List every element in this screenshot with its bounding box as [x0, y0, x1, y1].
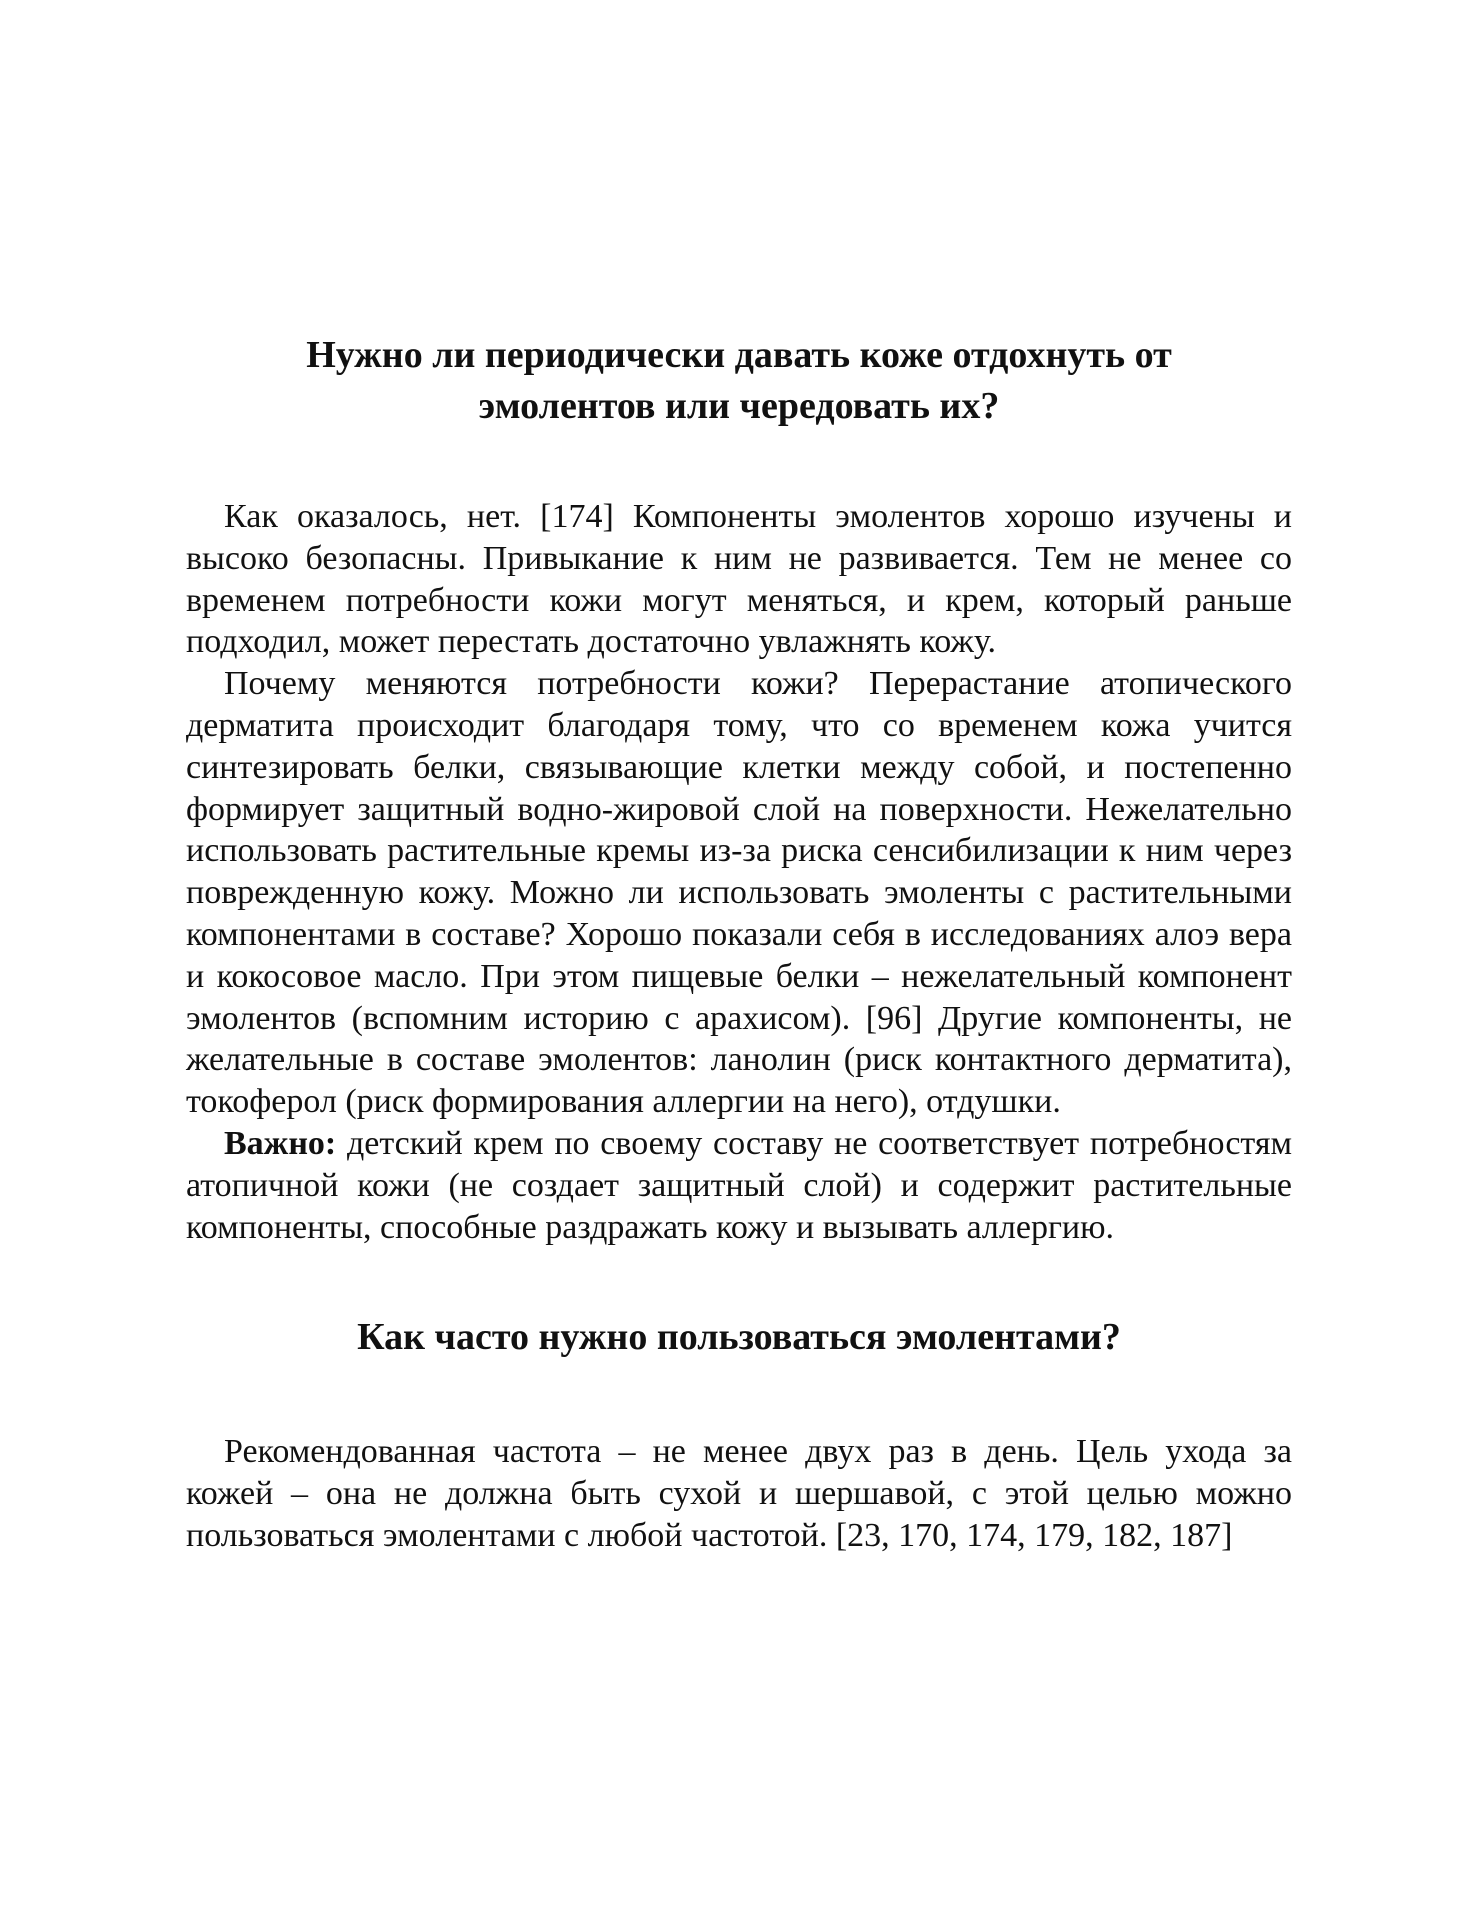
paragraph: Рекомендованная частота – не менее двух раз в день. Цель ухода за кожей – она не должна быть сухой и шершавой, с этой целью можно пользоваться эмолентами с любой частотой. [23, 170, 174, 179, 182, 187] — [186, 1433, 1292, 1554]
important-text: детский крем по своему составу не соответствует потребностям атопичной кожи (не создает защитный слой) и содержит растительные компоненты, способные раздражать кожу и вызывать аллергию. — [186, 1124, 1292, 1246]
paragraph-important — [186, 1123, 1292, 1248]
heading-line: Как часто нужно пользоваться эмолентами? — [357, 1316, 1121, 1359]
paragraph: Почему меняются потребности кожи? Перерастание атопического дерматита происходит благодаря тому, что со временем кожа учится синтезировать белки, связывающие клетки между собой, и постепенно формирует защитный водно-жировой слой на поверхности. Нежелательно использовать растительные кремы из-за риска сенсибилизации к ним через поврежденную кожу. Можно ли использовать эмоленты с растительными компонентами в составе? Хорошо показали себя в исследованиях алоэ вера и кокосовое масло. При этом пищевые белки – нежелательный компонент эмолентов (вспомним историю с арахисом). [96] Другие компоненты, не желательные в составе эмолентов: ланолин (риск контактного дерматита), токоферол (риск формирования аллергии на него), отдушки. — [186, 665, 1292, 1121]
section-emollient-frequency — [186, 1312, 1292, 1556]
section-rest-from-emollients — [186, 330, 1292, 1248]
paragraph: Как оказалось, нет. [174] Компоненты эмолентов хорошо изучены и высоко безопасны. Привыкание к ним не развивается. Тем не менее со временем потребности кожи могут меняться, и крем, который раньше подходил, может перестать достаточно увлажнять кожу. — [186, 498, 1292, 661]
section-heading — [186, 330, 1292, 432]
important-label: Важно: — [224, 1124, 337, 1162]
section-heading — [186, 1312, 1292, 1363]
heading-line: Нужно ли периодически давать коже отдохнуть от — [306, 334, 1172, 376]
heading-line: эмолентов или чередовать их? — [478, 385, 1000, 427]
document-page — [186, 330, 1292, 1557]
